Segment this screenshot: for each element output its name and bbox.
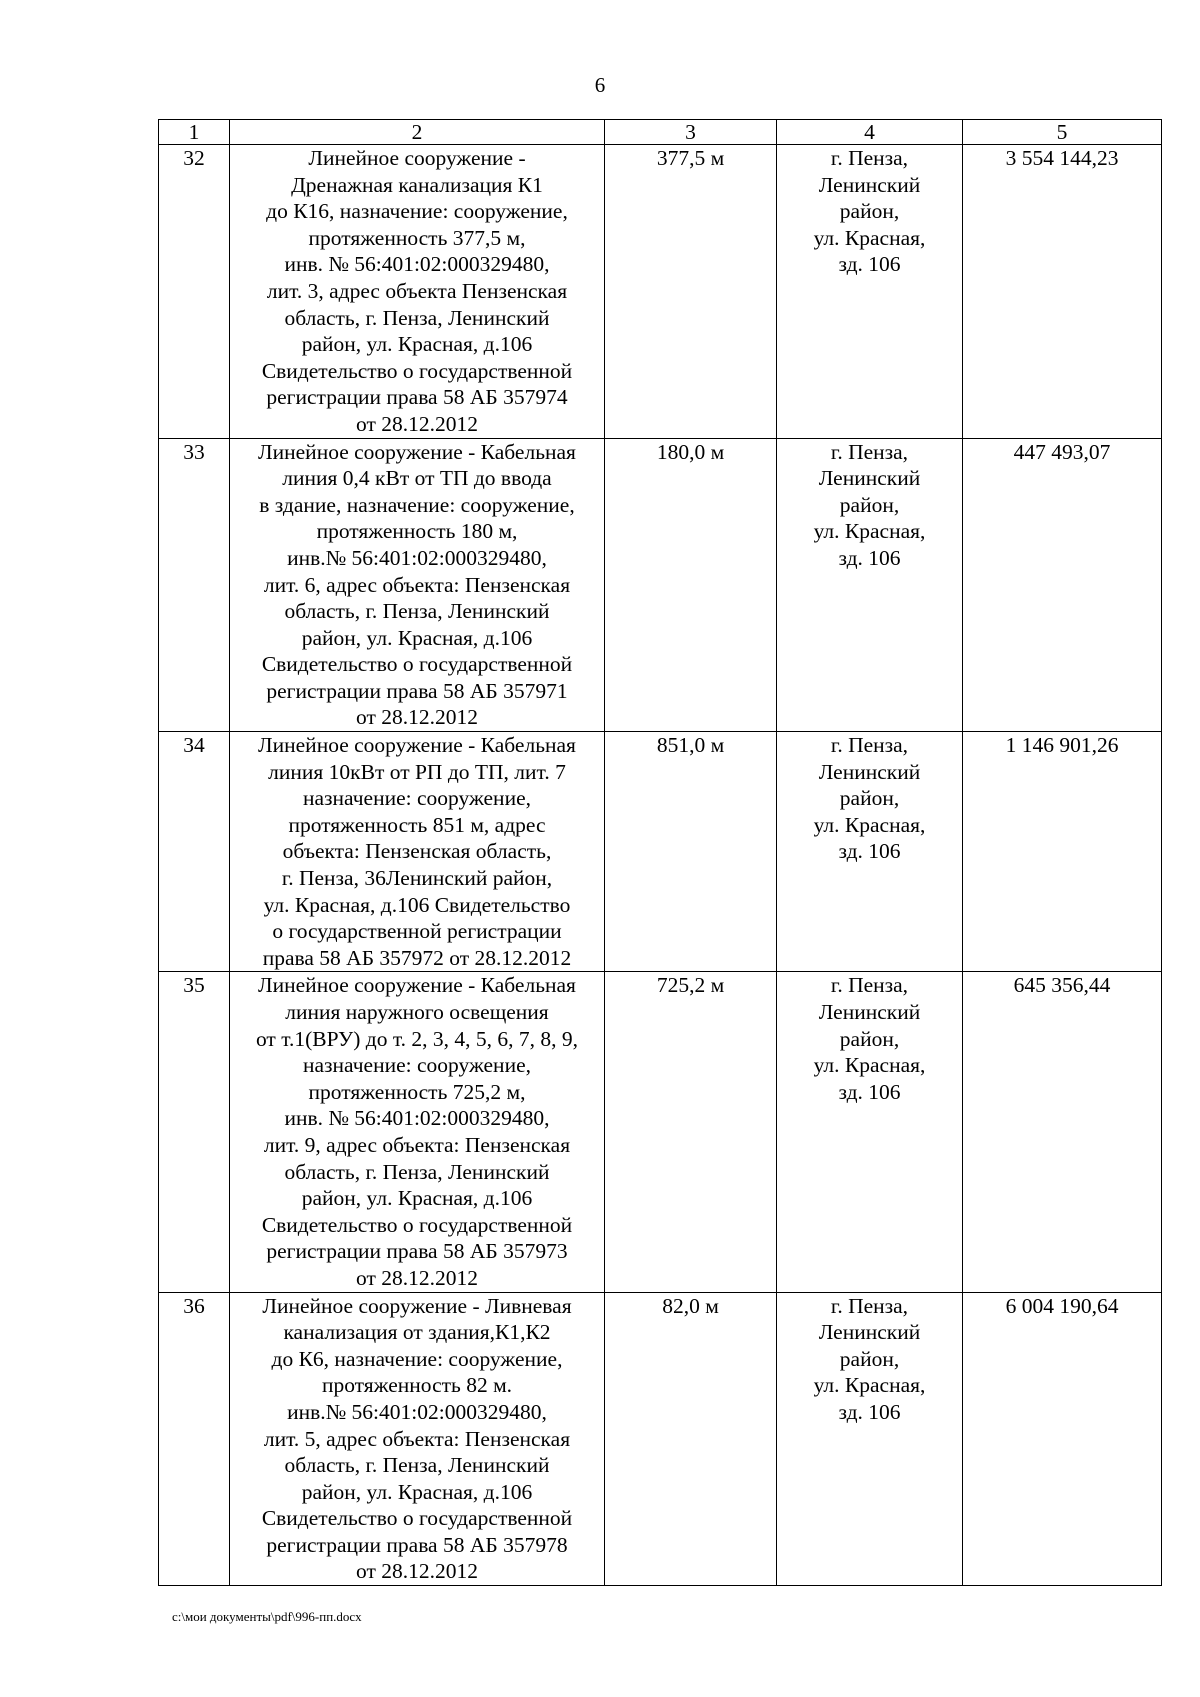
table-header-row <box>159 120 1162 145</box>
row-number: 36 <box>159 1292 230 1586</box>
row-number: 34 <box>159 732 230 972</box>
row-number: 32 <box>159 145 230 439</box>
object-address: г. Пенза, Ленинский район, ул. Красная, зд. 106 <box>777 438 963 732</box>
object-address: г. Пенза, Ленинский район, ул. Красная, зд. 106 <box>777 732 963 972</box>
object-address: г. Пенза, Ленинский район, ул. Красная, зд. 106 <box>777 972 963 1292</box>
object-length: 851,0 м <box>605 732 777 972</box>
object-description: Линейное сооружение - Дренажная канализация К1 до К16, назначение: сооружение, протяженность 377,5 м, инв. № 56:401:02:000329480, лит. 3, адрес объекта Пензенская область, г. Пенза, Ленинский район, ул. Красная, д.106 Свидетельство о государственной регистрации права 58 АБ 357974 от 28.12.2012 <box>230 145 605 439</box>
table-row <box>159 972 1162 1292</box>
column-header-description: 2 <box>230 120 605 145</box>
table-row <box>159 732 1162 972</box>
object-value: 645 356,44 <box>963 972 1162 1292</box>
column-header-address: 4 <box>777 120 963 145</box>
table-row <box>159 145 1162 439</box>
row-number: 33 <box>159 438 230 732</box>
object-address: г. Пенза, Ленинский район, ул. Красная, зд. 106 <box>777 145 963 439</box>
column-header-length: 3 <box>605 120 777 145</box>
footer-file-path: c:\мои документы\pdf\996-пп.docx <box>172 1609 362 1624</box>
object-length: 180,0 м <box>605 438 777 732</box>
column-header-value: 5 <box>963 120 1162 145</box>
object-value: 3 554 144,23 <box>963 145 1162 439</box>
object-length: 82,0 м <box>605 1292 777 1586</box>
object-address: г. Пенза, Ленинский район, ул. Красная, зд. 106 <box>777 1292 963 1586</box>
column-header-number: 1 <box>159 120 230 145</box>
object-value: 1 146 901,26 <box>963 732 1162 972</box>
object-description: Линейное сооружение - Кабельная линия 0,4 кВт от ТП до ввода в здание, назначение: сооружение, протяженность 180 м, инв.№ 56:401:02:000329480, лит. 6, адрес объекта: Пензенская область, г. Пенза, Ленинский район, ул. Красная, д.106 Свидетельство о государственной регистрации права 58 АБ 357971 от 28.12.2012 <box>230 438 605 732</box>
object-length: 725,2 м <box>605 972 777 1292</box>
page-number: 6 <box>594 73 606 97</box>
row-number: 35 <box>159 972 230 1292</box>
object-value: 447 493,07 <box>963 438 1162 732</box>
object-value: 6 004 190,64 <box>963 1292 1162 1586</box>
object-description: Линейное сооружение - Ливневая канализация от здания,К1,К2 до К6, назначение: сооружение, протяженность 82 м. инв.№ 56:401:02:000329480, лит. 5, адрес объекта: Пензенская область, г. Пенза, Ленинский район, ул. Красная, д.106 Свидетельство о государственной регистрации права 58 АБ 357978 от 28.12.2012 <box>230 1292 605 1586</box>
table-row <box>159 1292 1162 1586</box>
object-length: 377,5 м <box>605 145 777 439</box>
property-table <box>158 119 1162 1586</box>
table-row <box>159 438 1162 732</box>
object-description: Линейное сооружение - Кабельная линия 10кВт от РП до ТП, лит. 7 назначение: сооружение, протяженность 851 м, адрес объекта: Пензенская область, г. Пенза, 36Ленинский район, ул. Красная, д.106 Свидетельство о государственной регистрации права 58 АБ 357972 от 28.12.2012 <box>230 732 605 972</box>
object-description: Линейное сооружение - Кабельная линия наружного освещения от т.1(ВРУ) до т. 2, 3, 4, 5, 6, 7, 8, 9, назначение: сооружение, протяженность 725,2 м, инв. № 56:401:02:000329480, лит. 9, адрес объекта: Пензенская область, г. Пенза, Ленинский район, ул. Красная, д.106 Свидетельство о государственной регистрации права 58 АБ 357973 от 28.12.2012 <box>230 972 605 1292</box>
